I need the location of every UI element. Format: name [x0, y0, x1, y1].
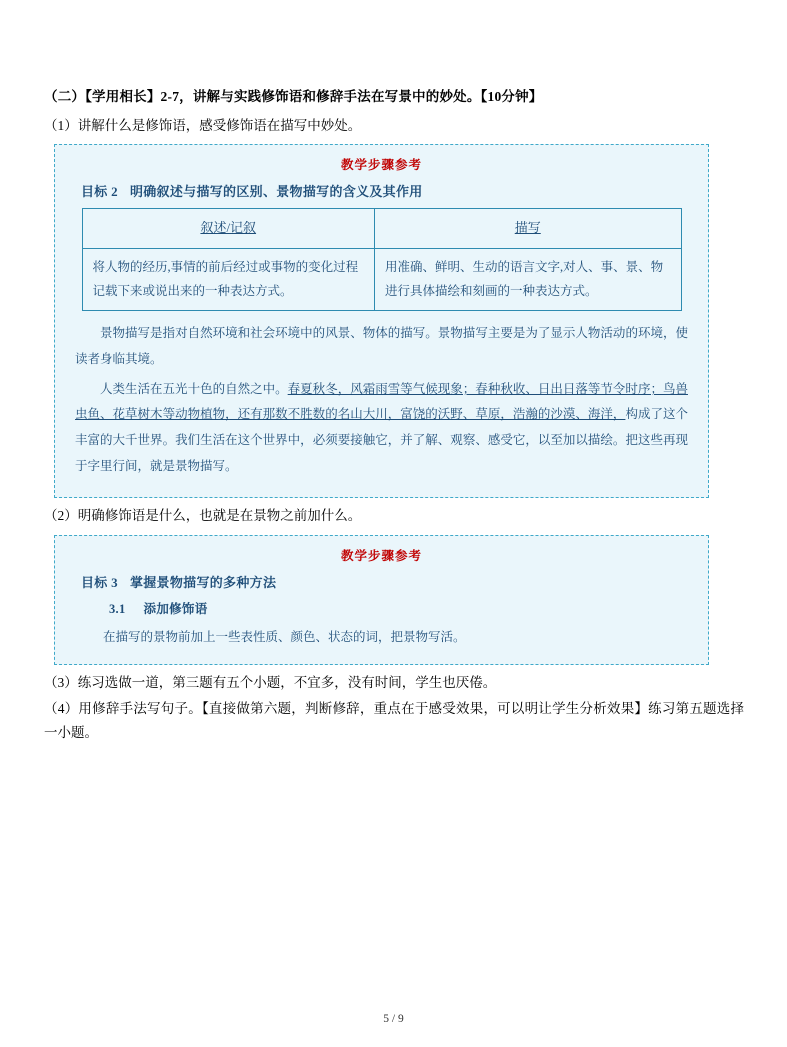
- table-header-row: [82, 209, 681, 249]
- goal-3-line: [81, 572, 694, 591]
- callout-1-paragraph-1: 景物描写是指对自然环境和社会环境中的风景、物体的描写。景物描写主要是为了显示人物活动的环境，使读者身临其境。: [75, 326, 688, 367]
- list-item-4: （4）用修辞手法写句子。【直接做第六题，判断修辞，重点在于感受效果，可以明让学生分析效果】练习第五题选择一小题。: [44, 701, 744, 740]
- sub-goal-text: 添加修饰语: [143, 601, 208, 616]
- table-header-cell: [82, 209, 375, 249]
- callout-1-paragraph-2: [75, 377, 688, 480]
- callout-title-2: 教学步骤参考: [340, 548, 422, 563]
- goal-2-line: [81, 181, 694, 200]
- goal-3-index: 目标 3: [81, 574, 118, 590]
- table-cell-description: 用准确、鲜明、生动的语言文字,对人、事、景、物进行具体描绘和刻画的一种表达方式。: [375, 248, 682, 311]
- sub-goal-3-1: [109, 599, 694, 617]
- teaching-step-callout-2: [54, 535, 709, 666]
- goal-2-text: 明确叙述与描写的区别、景物描写的含义及其作用: [129, 184, 423, 200]
- list-item-2: （2）明确修饰语是什么，也就是在景物之前加什么。: [44, 508, 362, 524]
- sub-goal-index: 3.1: [109, 601, 126, 616]
- table-cell-narration: 将人物的经历,事情的前后经过或事物的变化过程记载下来或说出来的一种表达方式。: [82, 248, 375, 311]
- goal-3-text: 掌握景物描写的多种方法: [129, 574, 277, 590]
- header-label-description: 描写: [514, 220, 541, 236]
- callout-title-1: 教学步骤参考: [340, 158, 422, 173]
- table-row: [82, 248, 681, 311]
- para2-underlined: 春夏秋冬，风霜雨雪等气候现象；春种秋收、日出日落等节令时序；鸟兽虫鱼、花草树木等动物植物，还有那数不胜数的名山大川，富饶的沃野、草原，浩瀚的沙漠、海洋，: [75, 381, 688, 422]
- para2-end: 构成了这个丰富的大千世界。我们生活在这个世界中，必须要接触它，并了解、观察、感受它，以至加以描绘。把这些再现于字里行间，就是景物描写。: [75, 407, 688, 473]
- callout-2-line: 在描写的景物前加上一些表性质、颜色、状态的词，把景物写活。: [103, 629, 466, 644]
- page-number: 5 / 9: [383, 1013, 404, 1025]
- para2-start: 人类生活在五光十色的自然之中。: [100, 381, 288, 396]
- list-item-1: （1）讲解什么是修饰语，感受修饰语在描写中妙处。: [44, 117, 362, 133]
- goal-2-index: 目标 2: [81, 184, 118, 200]
- section-heading: （二）【学用相长】2-7，讲解与实践修饰语和修辞手法在写景中的妙处。【10分钟】: [44, 89, 543, 104]
- document-content: [44, 86, 744, 746]
- list-item-3: （3）练习选做一道，第三题有五个小题，不宜多，没有时间，学生也厌倦。: [44, 675, 497, 691]
- teaching-step-callout-1: [54, 144, 709, 498]
- comparison-table: [82, 208, 682, 311]
- header-label-narration: 叙述/记叙: [200, 220, 257, 236]
- table-header-cell: [375, 209, 682, 249]
